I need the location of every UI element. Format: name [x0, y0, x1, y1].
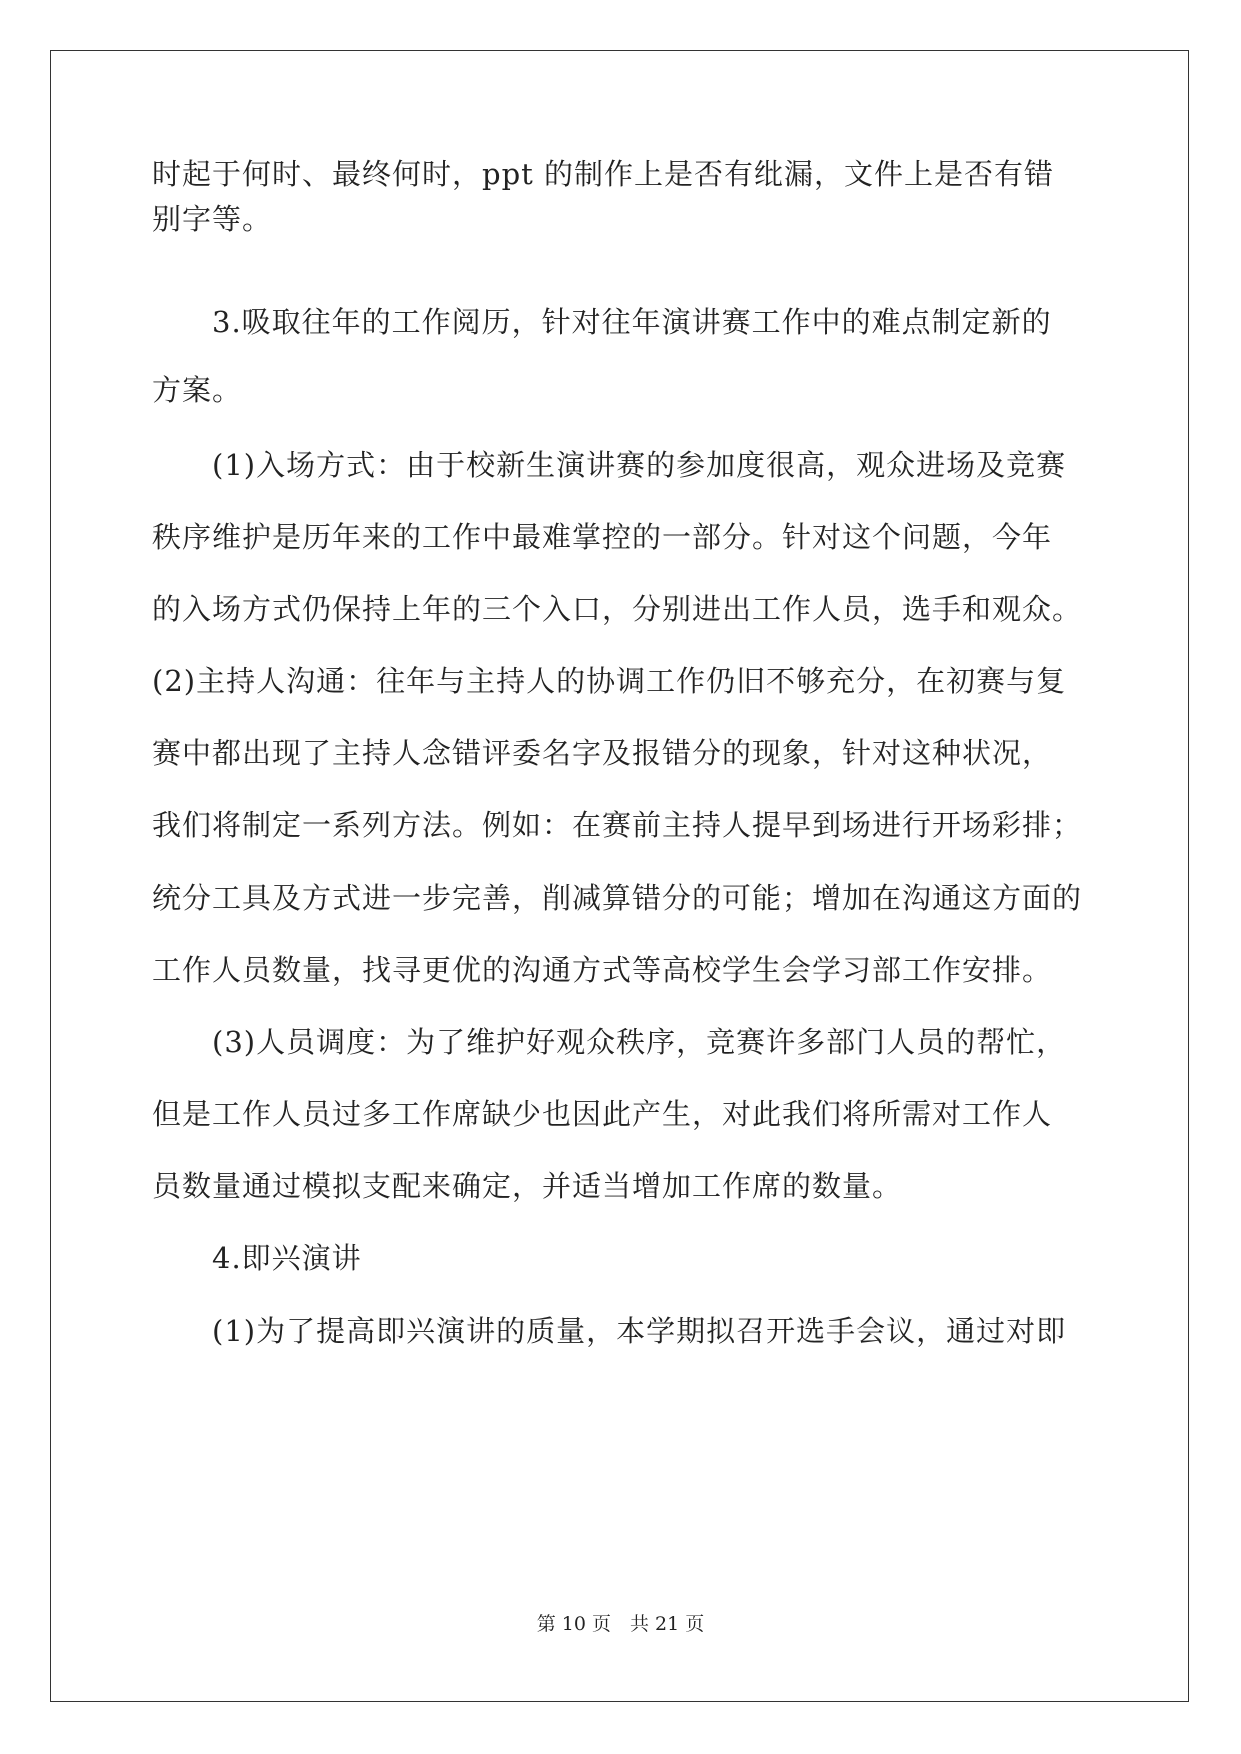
body-text-line-16: 4.即兴演讲	[212, 1241, 362, 1275]
body-text-line-1: 时起于何时、最终何时，ppt 的制作上是否有纰漏，文件上是否有错	[152, 157, 1055, 191]
body-text-line-5: (1)入场方式：由于校新生演讲赛的参加度很高，观众进场及竞赛	[212, 448, 1067, 482]
body-text-line-12: 工作人员数量，找寻更优的沟通方式等高校学生会学习部工作安排。	[152, 953, 1053, 987]
body-text-line-15: 员数量通过模拟支配来确定，并适当增加工作席的数量。	[152, 1169, 903, 1203]
page-border	[50, 50, 1189, 1702]
body-text-line-14: 但是工作人员过多工作席缺少也因此产生，对此我们将所需对工作人	[152, 1097, 1053, 1131]
body-text-line-11: 统分工具及方式进一步完善，削减算错分的可能；增加在沟通这方面的	[152, 881, 1083, 915]
body-text-line-10: 我们将制定一系列方法。例如：在赛前主持人提早到场进行开场彩排；	[152, 808, 1083, 842]
body-text-line-3: 3.吸取往年的工作阅历，针对往年演讲赛工作中的难点制定新的	[212, 305, 1052, 339]
body-text-line-4: 方案。	[152, 373, 243, 407]
body-text-line-8: (2)主持人沟通：往年与主持人的协调工作仍旧不够充分，在初赛与复	[152, 664, 1067, 698]
body-text-line-2: 别字等。	[152, 202, 273, 236]
body-text-line-9: 赛中都出现了主持人念错评委名字及报错分的现象，针对这种状况，	[152, 736, 1053, 770]
body-text-line-6: 秩序维护是历年来的工作中最难掌控的一部分。针对这个问题，今年	[152, 520, 1053, 554]
body-text-line-13: (3)人员调度：为了维护好观众秩序，竞赛许多部门人员的帮忙，	[212, 1025, 1067, 1059]
body-text-line-7: 的入场方式仍保持上年的三个入口，分别进出工作人员，选手和观众。	[152, 592, 1083, 626]
page-number-footer: 第 10 页 共 21 页	[536, 1613, 705, 1635]
body-text-line-17: (1)为了提高即兴演讲的质量，本学期拟召开选手会议，通过对即	[212, 1314, 1067, 1348]
